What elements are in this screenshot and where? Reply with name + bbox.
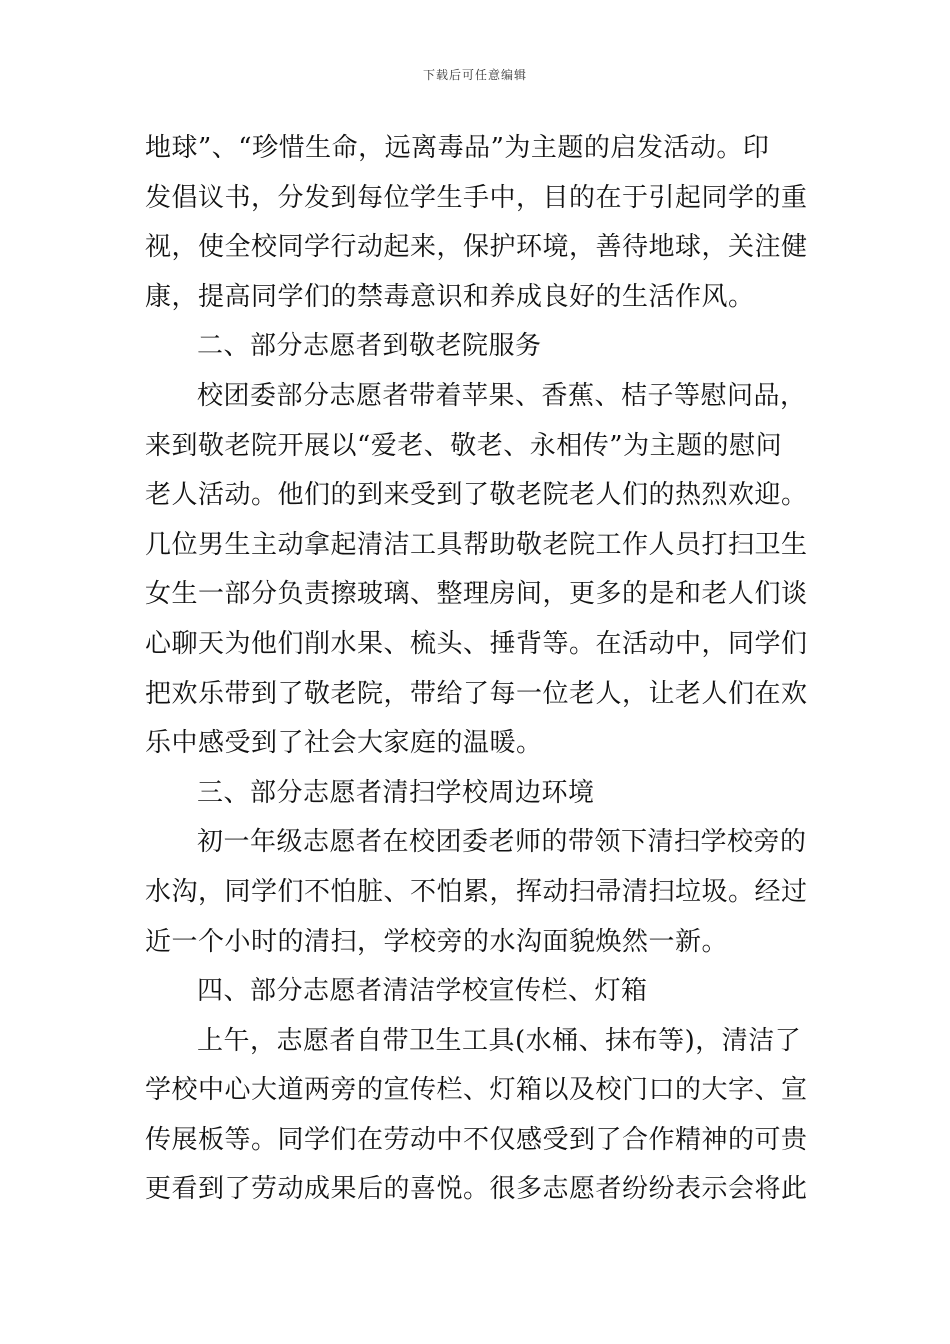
text-line: 更看到了劳动成果后的喜悦。很多志愿者纷纷表示会将此 [145, 1174, 808, 1205]
text-line: 发倡议书，分发到每位学生手中，目的在于引起同学的重 [145, 182, 808, 213]
document-body [145, 124, 807, 1215]
text-line: 几位男生主动拿起清洁工具帮助敬老院工作人员打扫卫生 [145, 529, 808, 560]
text-line: 水沟，同学们不怕脏、不怕累，挥动扫帚清扫垃圾。经过 [145, 876, 808, 907]
paragraph-first-line: 校团委部分志愿者带着苹果、香蕉、桔子等慰问品， [197, 380, 807, 411]
text-line: 学校中心大道两旁的宣传栏、灯箱以及校门口的大字、宣 [145, 1075, 808, 1106]
paragraph-first-line: 上午，志愿者自带卫生工具(水桶、抹布等)，清洁了 [197, 1025, 802, 1056]
text-line: 康，提高同学们的禁毒意识和养成良好的生活作风。 [145, 281, 755, 312]
text-line: 视，使全校同学行动起来，保护环境，善待地球，关注健 [145, 232, 808, 263]
text-line: 近一个小时的清扫，学校旁的水沟面貌焕然一新。 [145, 926, 729, 957]
text-line: 心聊天为他们削水果、梳头、捶背等。在活动中，同学们 [145, 628, 808, 659]
text-line: 乐中感受到了社会大家庭的温暖。 [145, 728, 543, 759]
text-line: 传展板等。同学们在劳动中不仅感受到了合作精神的可贵 [145, 1124, 808, 1155]
text-line: 把欢乐带到了敬老院，带给了每一位老人，让老人们在欢 [145, 678, 808, 709]
text-line: 来到敬老院开展以“爱老、敬老、永相传”为主题的慰问 [145, 430, 783, 461]
text-line: 老人活动。他们的到来受到了敬老院老人们的热烈欢迎。 [145, 480, 808, 511]
section-heading: 四、部分志愿者清洁学校宣传栏、灯箱 [197, 976, 648, 1007]
text-line: 女生一部分负责擦玻璃、整理房间，更多的是和老人们谈 [145, 579, 808, 610]
paragraph-first-line: 初一年级志愿者在校团委老师的带领下清扫学校旁的 [197, 827, 807, 858]
section-heading: 二、部分志愿者到敬老院服务 [197, 331, 542, 362]
text-line: 地球”、“珍惜生命，远离毒品”为主题的启发活动。印 [145, 133, 770, 163]
page-header: 下载后可任意编辑 [422, 68, 527, 82]
section-heading: 三、部分志愿者清扫学校周边环境 [197, 777, 595, 808]
